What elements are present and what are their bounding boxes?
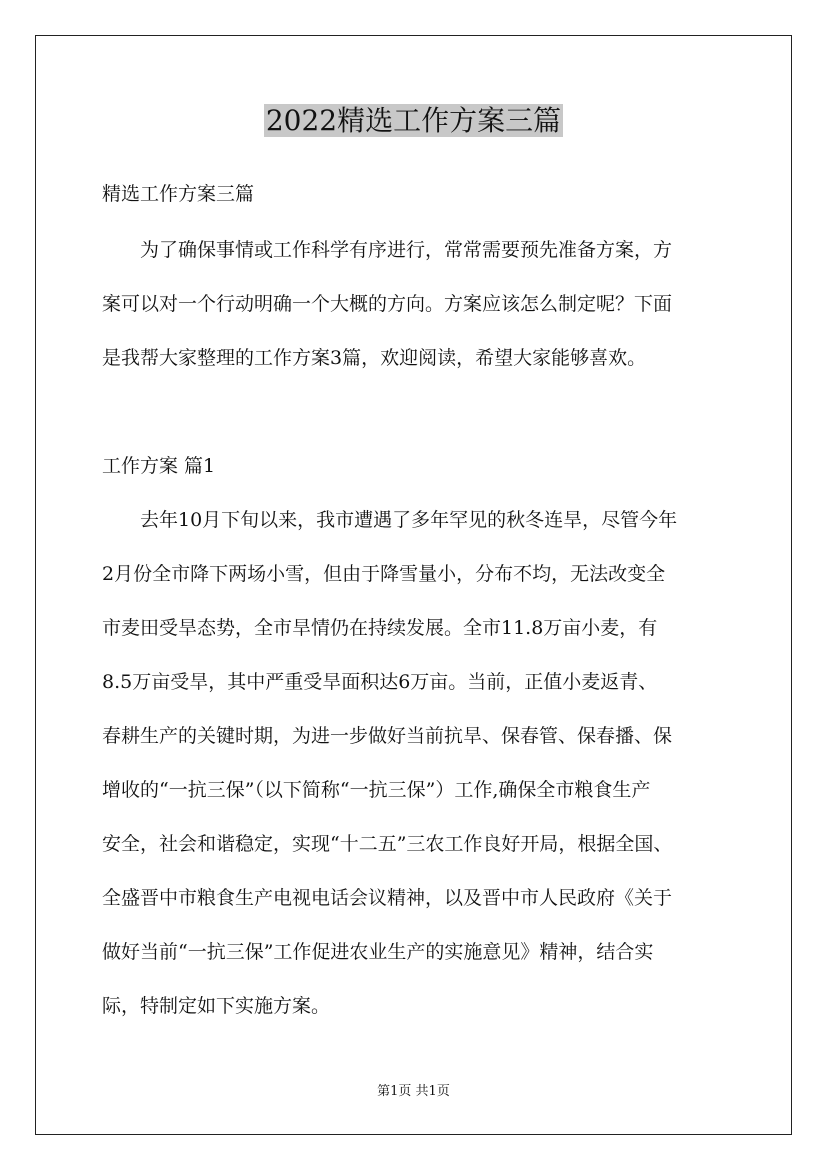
- body-line-10: 际，特制定如下实施方案。: [102, 995, 331, 1017]
- document-subtitle: 精选工作方案三篇: [102, 183, 255, 205]
- body-line-3: 市麦田受旱态势，全市旱情仍在持续发展。全市11.8万亩小麦，有: [102, 617, 658, 639]
- body-line-4: 8.5万亩受旱，其中严重受旱面积达6万亩。当前，正值小麦返青、: [102, 671, 658, 693]
- intro-line-2: 案可以对一个行动明确一个大概的方向。方案应该怎么制定呢？下面: [102, 293, 673, 315]
- document-title-text: 2022精选工作方案三篇: [265, 104, 562, 137]
- page-footer: 第1页 共1页: [377, 1084, 450, 1099]
- intro-line-3: 是我帮大家整理的工作方案3篇，欢迎阅读，希望大家能够喜欢。: [102, 347, 647, 369]
- body-line-1: 去年10月下旬以来，我市遭遇了多年罕见的秋冬连旱，尽管今年: [102, 509, 678, 531]
- body-line-9: 做好当前“一抗三保”工作促进农业生产的实施意见》精神，结合实: [102, 941, 654, 963]
- body-line-7: 安全，社会和谐稳定，实现“十二五”三农工作良好开局，根据全国、: [102, 833, 673, 855]
- section-heading: 工作方案 篇1: [102, 455, 216, 477]
- body-line-8: 全盛晋中市粮食生产电视电话会议精神，以及晋中市人民政府《关于: [102, 887, 673, 909]
- body-line-5: 春耕生产的关键时期，为进一步做好当前抗旱、保春管、保春播、保: [102, 725, 673, 747]
- body-line-2: 2月份全市降下两场小雪，但由于降雪量小，分布不均，无法改变全: [102, 563, 666, 585]
- document-title: [0, 100, 827, 142]
- body-line-6: 增收的“一抗三保”（以下简称“一抗三保”）工作,确保全市粮食生产: [102, 779, 651, 801]
- intro-line-1: 为了确保事情或工作科学有序进行，常常需要预先准备方案，方: [102, 239, 673, 261]
